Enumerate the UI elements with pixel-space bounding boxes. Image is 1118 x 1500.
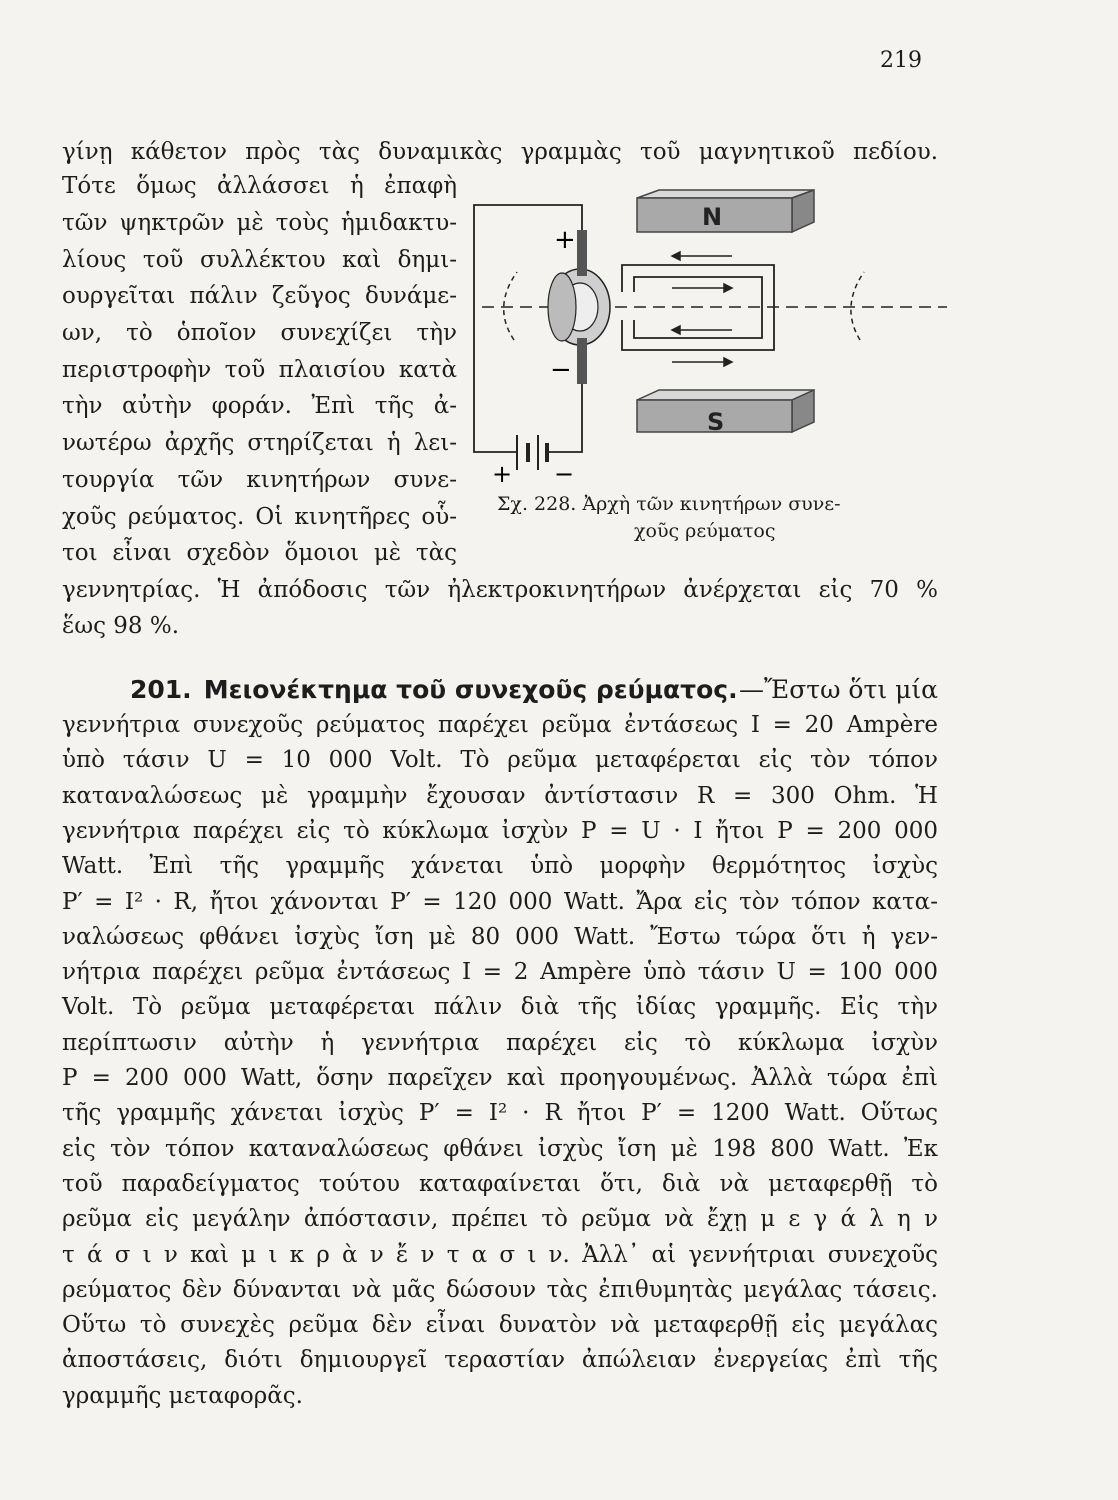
text-line	[62, 1063, 938, 1093]
text-line-content: ὑπὸ τάσιν U = 10 000 Volt. Τὸ ρεῦμα μεταφέρεται εἰς τὸν τόπον	[62, 747, 938, 773]
text-line	[62, 1275, 938, 1305]
battery	[517, 435, 547, 470]
text-line-content: γεννήτρια συνεχοῦς ρεύματος παρέχει ρεῦμα ἐντάσεως I = 20 Ampère	[62, 712, 938, 738]
text-line-content: ναλώσεως φθάνει ἰσχὺς ἴση μὲ 80 000 Watt. Ἔστω τώρα ὅτι ἡ γεν-	[62, 924, 938, 950]
text-line	[62, 957, 938, 987]
text-line	[62, 465, 457, 495]
text-line-content: Οὕτω τὸ συνεχὲς ρεῦμα δὲν εἶναι δυνατὸν νὰ μεταφερθῇ εἰς μεγάλας	[62, 1312, 938, 1338]
text-line-content: ουργεῖται πάλιν ζεῦγος δυνάμε-	[62, 283, 457, 309]
text-line	[62, 208, 457, 238]
text-line-content: Watt. Ἐπὶ τῆς γραμμῆς χάνεται ὑπὸ μορφὴν θερμότητος ἰσχὺς	[62, 853, 938, 879]
figure-caption-line2: χοῦς ρεύματος	[634, 520, 776, 542]
text-line-content: χοῦς ρεύματος. Οἱ κινητῆρες οὗ-	[62, 504, 457, 530]
text-line-content: τ ά σ ι ν καὶ μ ι κ ρ ὰ ν ἔ ν τ α σ ι ν. Ἀλλ᾽ αἱ γεννήτριαι συνεχοῦς	[62, 1242, 938, 1268]
text-line	[62, 1310, 938, 1340]
text-line	[62, 1204, 938, 1234]
text-line	[62, 992, 938, 1022]
text-line-content: ρεῦμα εἰς μεγάλην ἀπόστασιν, πρέπει τὸ ρεῦμα νὰ ἔχῃ μ ε γ ά λ η ν	[62, 1206, 938, 1232]
text-line	[62, 1169, 938, 1199]
minus-sign-bottom: −	[550, 355, 572, 385]
figure-caption-line1: Σχ. 228. Ἀρχὴ τῶν κινητήρων συνε-	[497, 493, 841, 515]
text-line	[62, 281, 457, 311]
text-line	[62, 1240, 938, 1270]
text-line-content: νήτρια παρέχει ρεῦμα ἐντάσεως I = 2 Ampère ὑπὸ τάσιν U = 100 000	[62, 959, 938, 985]
text-line	[62, 816, 938, 846]
section-number: 201.	[130, 675, 192, 704]
battery-plus: +	[492, 460, 513, 488]
text-line	[62, 171, 457, 201]
text-line	[62, 710, 938, 740]
text-line-content: γεννητρίας. Ἡ ἀπόδοσις τῶν ἠλεκτροκινητήρων ἀνέρχεται εἰς 70 %	[62, 577, 938, 603]
text-line-content: τῆς γραμμῆς χάνεται ἰσχὺς P′ = I² · R ἤτοι P′ = 1200 Watt. Οὕτως	[62, 1100, 938, 1126]
text-line-content: Τότε ὅμως ἀλλάσσει ἡ ἐπαφὴ	[62, 173, 457, 199]
brush-top	[577, 230, 587, 276]
text-line-content: τὴν αὐτὴν φοράν. Ἐπὶ τῆς ἀ-	[62, 393, 457, 419]
text-line	[62, 245, 457, 275]
motor-diagram-figure	[462, 180, 952, 490]
text-line	[62, 137, 938, 167]
text-line	[62, 851, 938, 881]
text-line-content: περιστροφὴν τοῦ πλαισίου κατὰ	[62, 357, 457, 383]
south-magnet	[637, 390, 814, 436]
text-line	[62, 538, 457, 568]
text-line-content: τοῦ παραδείγματος τούτου καταφαίνεται ὅτι, διὰ νὰ μεταφερθῇ τὸ	[62, 1171, 938, 1197]
battery-minus: −	[554, 460, 575, 488]
text-line	[62, 575, 938, 605]
section-heading	[130, 675, 938, 705]
text-line-content: Volt. Τὸ ρεῦμα μεταφέρεται πάλιν διὰ τῆς ἰδίας γραμμῆς. Εἰς τὴν	[62, 994, 938, 1020]
north-label: N	[702, 203, 723, 231]
plus-sign-top: +	[554, 225, 576, 255]
text-line-content: γίνῃ κάθετον πρὸς τὰς δυναμικὰς γραμμὰς τοῦ μαγνητικοῦ πεδίου.	[62, 139, 938, 165]
south-label: S	[707, 408, 725, 436]
page-number: 219	[880, 48, 922, 73]
text-line: ἕως 98 %.	[62, 613, 180, 639]
text-line	[62, 1134, 938, 1164]
text-line	[62, 745, 938, 775]
text-line-content: P′ = I² · R, ἤτοι χάνονται P′ = 120 000 Watt. Ἄρα εἰς τὸν τόπον κατα-	[62, 889, 938, 915]
text-line-content: εἰς τὸν τόπον καταναλώσεως φθάνει ἰσχὺς ἴση μὲ 198 800 Watt. Ἐκ	[62, 1136, 938, 1162]
external-circuit-return	[547, 384, 582, 452]
text-line	[62, 318, 457, 348]
text-line-content: ρεύματος δὲν δύνανται νὰ μᾶς δώσουν τὰς ἐπιθυμητὰς μεγάλας τάσεις.	[62, 1277, 938, 1303]
text-line-content: τοι εἶναι σχεδὸν ὅμοιοι μὲ τὰς	[62, 540, 457, 566]
section-title: Μειονέκτημα τοῦ συνεχοῦς ρεύματος.	[203, 675, 738, 704]
text-line-content: περίπτωσιν αὐτὴν ἡ γεννήτρια παρέχει εἰς τὸ κύκλωμα ἰσχὺν	[62, 1030, 938, 1056]
text-line	[62, 502, 457, 532]
text-line-content: ων, τὸ ὁποῖον συνεχίζει τὴν	[62, 320, 457, 346]
text-line-content: τουργία τῶν κινητήρων συνε-	[62, 467, 457, 493]
text-line	[62, 391, 457, 421]
commutator	[548, 269, 610, 345]
text-line-content: τῶν ψηκτρῶν μὲ τοὺς ἡμιδακτυ-	[62, 210, 457, 236]
current-arrows	[672, 252, 732, 366]
text-line-content: νωτέρω ἀρχῆς στηρίζεται ἡ λει-	[62, 430, 457, 456]
text-line	[62, 355, 457, 385]
text-line	[62, 1028, 938, 1058]
text-line: γραμμῆς μεταφορᾶς.	[62, 1383, 303, 1409]
text-line-content: καταναλώσεως μὲ γραμμὴν ἔχουσαν ἀντίστασιν R = 300 Ohm. Ἡ	[62, 783, 938, 809]
text-line-content: γεννήτρια παρέχει εἰς τὸ κύκλωμα ἰσχὺν P = U · I ἤτοι P = 200 000	[62, 818, 938, 844]
north-magnet	[637, 190, 814, 232]
text-line-content: ἀποστάσεις, διότι δημιουργεῖ τεραστίαν ἀπώλειαν ἐνεργείας ἐπὶ τῆς	[62, 1347, 938, 1373]
text-line	[62, 428, 457, 458]
text-line-content: P = 200 000 Watt, ὅσην παρεῖχεν καὶ προηγουμένως. Ἀλλὰ τώρα ἐπὶ	[62, 1065, 938, 1091]
section-first-line-rest: —Ἔστω ὅτι μία	[739, 675, 938, 704]
text-line-content: λίους τοῦ συλλέκτου καὶ δημι-	[62, 247, 457, 273]
text-line	[62, 922, 938, 952]
text-line	[62, 1098, 938, 1128]
text-line	[62, 781, 938, 811]
text-line	[62, 1345, 938, 1375]
brush-bottom	[577, 338, 587, 384]
text-line	[62, 887, 938, 917]
